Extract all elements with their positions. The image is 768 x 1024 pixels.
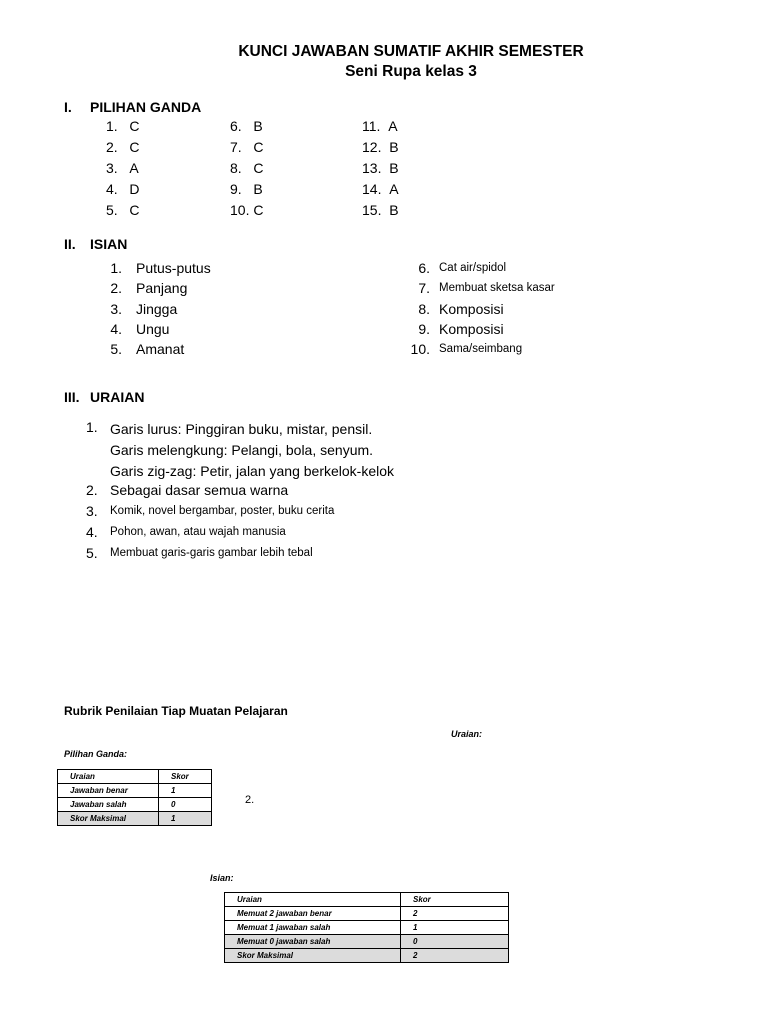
rubric-side-number: 2. xyxy=(245,794,255,806)
table-cell: Uraian xyxy=(225,893,401,907)
table-cell: 2 xyxy=(401,949,509,963)
isian-answer: Komposisi xyxy=(439,320,504,337)
table-row xyxy=(58,798,212,812)
pg-rubric-table xyxy=(57,769,212,826)
section-3-title: URAIAN xyxy=(90,389,145,405)
table-cell: 1 xyxy=(159,784,212,798)
isian-number: 1. xyxy=(110,260,122,276)
uraian-line: Garis lurus: Pinggiran buku, mistar, pensil. xyxy=(110,421,373,437)
table-row xyxy=(225,935,509,949)
rubric-uraian-label: Uraian: xyxy=(451,729,483,739)
uraian-item-text: Membuat garis-garis gambar lebih tebal xyxy=(110,547,313,559)
document-subtitle: Seni Rupa kelas 3 xyxy=(345,63,477,80)
mc-answer-item: 5. C xyxy=(106,202,140,218)
isian-answer: Amanat xyxy=(136,341,185,358)
mc-answer-item: 7. C xyxy=(230,139,264,155)
mc-answer-item: 8. C xyxy=(230,160,264,176)
document-title: KUNCI JAWABAN SUMATIF AKHIR SEMESTER xyxy=(238,43,584,60)
isian-answer: Panjang xyxy=(136,280,188,297)
uraian-item-1-text xyxy=(110,419,394,482)
table-row xyxy=(225,893,509,907)
isian-number: 8. xyxy=(418,300,430,317)
isian-rubric-table xyxy=(224,892,509,963)
isian-answer: Membuat sketsa kasar xyxy=(439,282,555,295)
isian-number: 6. xyxy=(418,260,430,276)
table-cell: Uraian xyxy=(58,770,159,784)
rubric-isian-label: Isian: xyxy=(210,873,234,883)
mc-answer-item: 15. B xyxy=(362,202,399,218)
mc-answer-item: 4. D xyxy=(106,181,140,197)
mc-answer-item: 10. C xyxy=(230,202,264,218)
uraian-item-number: 4. xyxy=(86,524,98,540)
table-cell: Skor Maksimal xyxy=(58,812,159,826)
isian-answer: Komposisi xyxy=(439,300,504,317)
isian-number: 2. xyxy=(110,280,122,297)
isian-number: 4. xyxy=(110,320,122,337)
isian-answer: Putus-putus xyxy=(136,260,211,276)
section-2-title: ISIAN xyxy=(90,236,128,252)
rubric-title: Rubrik Penilaian Tiap Muatan Pelajaran xyxy=(64,704,288,718)
mc-answer-item: 3. A xyxy=(106,160,139,176)
table-cell: Memuat 1 jawaban salah xyxy=(225,921,401,935)
isian-left-numbers xyxy=(108,258,122,359)
uraian-line: Garis zig-zag: Petir, jalan yang berkelok-kelok xyxy=(110,463,395,479)
table-row xyxy=(225,949,509,963)
section-1-title: PILIHAN GANDA xyxy=(90,99,202,115)
section-1-number: I. xyxy=(64,99,72,115)
mc-answer-item: 11. A xyxy=(362,118,398,134)
isian-left-answers xyxy=(136,258,211,359)
table-cell: Memuat 0 jawaban salah xyxy=(225,935,401,949)
isian-answer: Cat air/spidol xyxy=(439,262,507,274)
uraian-item-number: 2. xyxy=(86,482,98,498)
mc-answer-item: 14. A xyxy=(362,181,399,197)
isian-number: 3. xyxy=(110,300,122,317)
uraian-line: Garis melengkung: Pelangi, bola, senyum. xyxy=(110,442,374,458)
mc-answer-item: 12. B xyxy=(362,139,399,155)
table-cell: 2 xyxy=(401,907,509,921)
mc-answers-col3 xyxy=(362,116,399,221)
uraian-item-text: Sebagai dasar semua warna xyxy=(110,482,289,498)
mc-answer-item: 2. C xyxy=(106,139,140,155)
rubric-pg-label: Pilihan Ganda: xyxy=(64,749,128,759)
table-cell: Skor Maksimal xyxy=(225,949,401,963)
uraian-item-text: Pohon, awan, atau wajah manusia xyxy=(110,526,286,538)
uraian-item-text: Komik, novel bergambar, poster, buku cerita xyxy=(110,505,335,517)
table-cell: 0 xyxy=(159,798,212,812)
isian-answer: Jingga xyxy=(136,300,178,317)
mc-answers-col1 xyxy=(106,116,139,221)
table-cell: Skor xyxy=(401,893,509,907)
isian-answer: Ungu xyxy=(136,320,170,337)
isian-answer: Sama/seimbang xyxy=(439,343,523,356)
table-cell: Jawaban benar xyxy=(58,784,159,798)
table-cell: Memuat 2 jawaban benar xyxy=(225,907,401,921)
table-cell: 1 xyxy=(159,812,212,826)
section-2-number: II. xyxy=(64,236,76,252)
mc-answers-col2 xyxy=(230,116,263,221)
table-cell: Skor xyxy=(159,770,212,784)
table-cell: 0 xyxy=(401,935,509,949)
isian-number: 5. xyxy=(110,341,122,358)
section-3-number: III. xyxy=(64,389,80,405)
isian-right-answers xyxy=(439,258,555,359)
mc-answer-item: 13. B xyxy=(362,160,399,176)
uraian-item-number: 3. xyxy=(86,503,98,519)
table-cell: 1 xyxy=(401,921,509,935)
table-row xyxy=(225,921,509,935)
isian-number: 7. xyxy=(418,280,430,297)
mc-answer-item: 9. B xyxy=(230,181,263,197)
table-row xyxy=(58,770,212,784)
mc-answer-item: 6. B xyxy=(230,118,263,134)
table-row xyxy=(58,784,212,798)
isian-right-numbers xyxy=(404,258,430,359)
table-row xyxy=(58,812,212,826)
uraian-item-1-number: 1. xyxy=(86,419,98,435)
isian-number: 9. xyxy=(418,320,430,337)
uraian-item-number: 5. xyxy=(86,545,98,561)
isian-number: 10. xyxy=(410,341,430,358)
table-cell: Jawaban salah xyxy=(58,798,159,812)
table-row xyxy=(225,907,509,921)
mc-answer-item: 1. C xyxy=(106,118,140,134)
